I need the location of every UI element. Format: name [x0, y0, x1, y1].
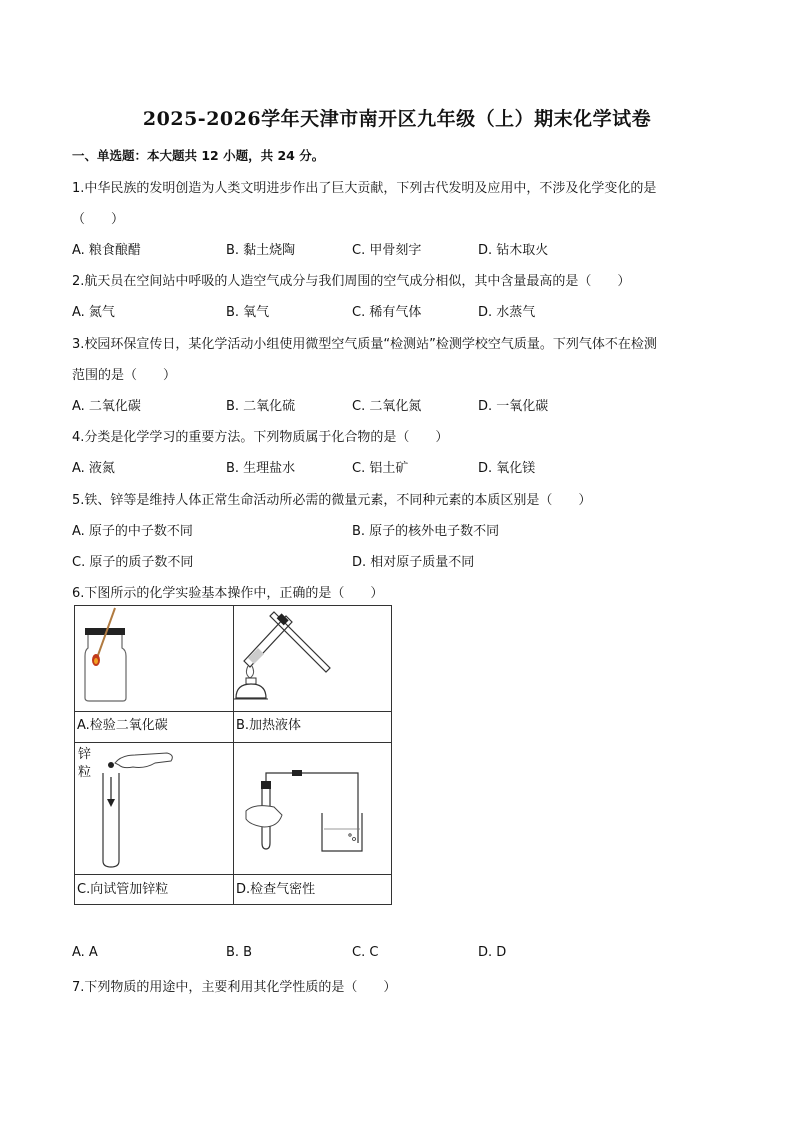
q4-stem-line-1: 4.分类是化学学习的重要方法。下列物质属于化合物的是（ ）	[72, 430, 449, 445]
q4-option-a: A. 液氮	[72, 461, 115, 476]
q1-option-d: D. 钻木取火	[478, 243, 549, 258]
hand	[115, 753, 172, 768]
zinc-label: 锌 粒	[78, 747, 92, 780]
section-heading: 一、单选题：本大题共 12 小题，共 24 分。	[72, 148, 325, 163]
rubber-stopper	[261, 781, 271, 789]
q3-option-a: A. 二氧化碳	[72, 399, 141, 414]
q6-figure-grid	[74, 605, 392, 905]
q4-option-b: B. 生理盐水	[226, 461, 296, 476]
add-zinc-illustration	[75, 743, 233, 874]
q3-stem-line-1: 3.校园环保宣传日，某化学活动小组使用微型空气质量“检测站”检测学校空气质量。下列气体不在检测	[72, 337, 657, 352]
q2-stem-line-1: 2.航天员在空间站中呼吸的人造空气成分与我们周围的空气成分相似，其中含量最高的是（ ）	[72, 274, 631, 289]
q4-option-c: C. 铝土矿	[352, 461, 409, 476]
q6-option-c: C. C	[352, 945, 379, 960]
q6-option-a: A. A	[72, 945, 98, 960]
tube-liquid	[248, 648, 264, 664]
q3-option-c: C. 二氧化氮	[352, 399, 422, 414]
hand	[246, 806, 282, 827]
q3-option-d: D. 一氧化碳	[478, 399, 549, 414]
q6-option-d: D. D	[478, 945, 507, 960]
q5-option-c: C. 原子的质子数不同	[72, 555, 194, 570]
q1-option-c: C. 甲骨刻字	[352, 243, 422, 258]
air-tightness-illustration	[234, 743, 391, 874]
exam-title: 2025-2026学年天津市南开区九年级（上）期末化学试卷	[142, 108, 652, 130]
gas-bottle	[85, 635, 126, 701]
q5-option-d: D. 相对原子质量不同	[352, 555, 475, 570]
caption-d: D.检查气密性	[236, 882, 316, 897]
caption-a: A.检验二氧化碳	[77, 718, 168, 733]
co2-test-illustration	[75, 606, 233, 711]
q4-option-d: D. 氧化镁	[478, 461, 536, 476]
q6-stem-line-1: 6.下图所示的化学实验基本操作中，正确的是（ ）	[72, 586, 384, 601]
heating-liquid-illustration	[234, 606, 391, 711]
beaker	[322, 813, 362, 851]
delivery-tube	[266, 773, 358, 843]
q6-option-b: B. B	[226, 945, 253, 960]
q2-option-b: B. 氧气	[226, 305, 270, 320]
q5-option-a: A. 原子的中子数不同	[72, 524, 193, 539]
q1-stem-line-1: 1.中华民族的发明创造为人类文明进步作出了巨大贡献，下列古代发明及应用中，不涉及化学变化的是	[72, 181, 657, 196]
q3-option-b: B. 二氧化硫	[226, 399, 296, 414]
q2-option-a: A. 氮气	[72, 305, 115, 320]
q3-stem-line-2: 范围的是（ ）	[72, 368, 177, 383]
q2-option-c: C. 稀有气体	[352, 305, 422, 320]
caption-c: C.向试管加锌粒	[77, 882, 169, 897]
alcohol-lamp	[236, 684, 266, 698]
q1-option-b: B. 黏土烧陶	[226, 243, 296, 258]
q2-option-d: D. 水蒸气	[478, 305, 536, 320]
q5-stem-line-1: 5.铁、锌等是维持人体正常生命活动所必需的微量元素，不同种元素的本质区别是（ ）	[72, 493, 592, 508]
test-tube-holder	[270, 612, 330, 672]
q7-stem-line-1: 7.下列物质的用途中，主要利用其化学性质的是（ ）	[72, 980, 397, 995]
q1-stem-line-2: （ ）	[72, 212, 125, 227]
caption-b: B.加热液体	[236, 718, 302, 733]
q1-option-a: A. 粮食酿醋	[72, 243, 141, 258]
q5-option-b: B. 原子的核外电子数不同	[352, 524, 500, 539]
zinc-granule	[108, 762, 114, 768]
